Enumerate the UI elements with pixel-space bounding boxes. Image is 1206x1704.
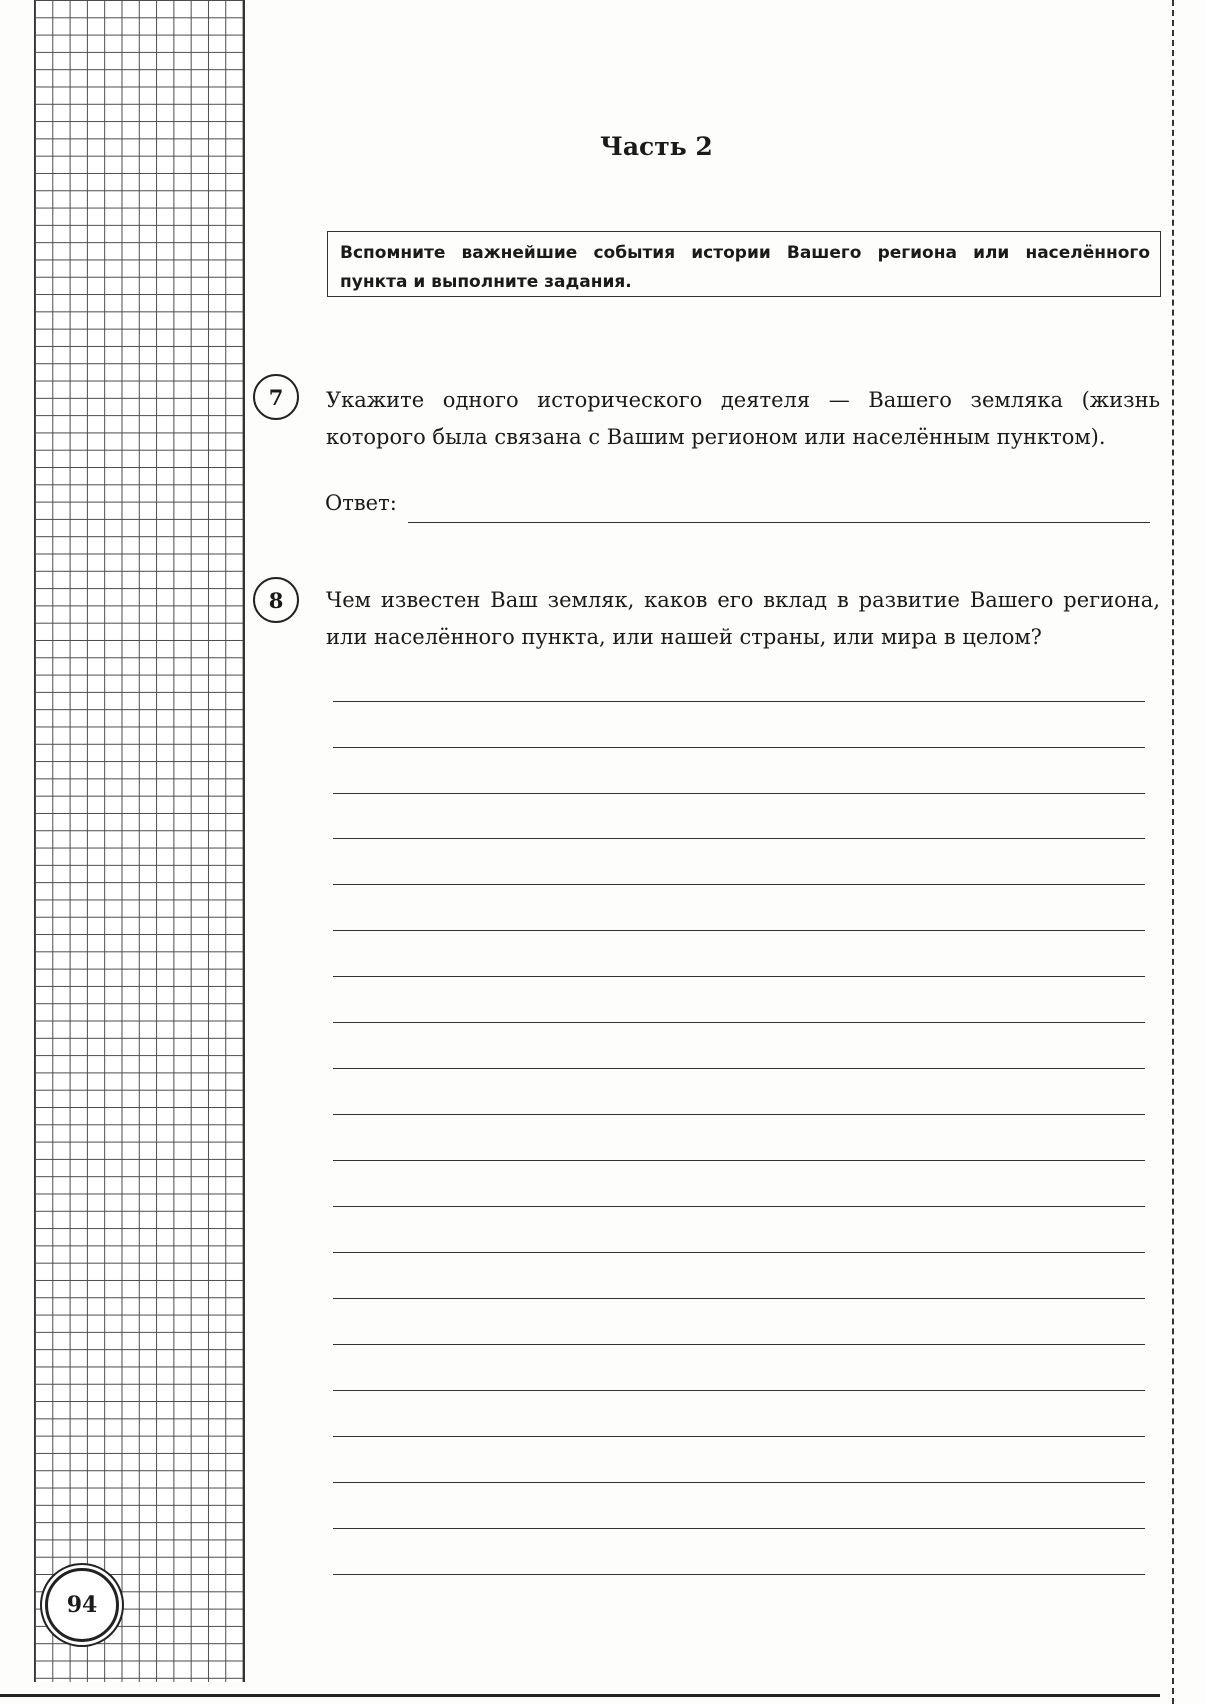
task-number-7: 7 — [253, 374, 299, 420]
writing-line[interactable] — [333, 1206, 1145, 1207]
writing-line[interactable] — [333, 1022, 1145, 1023]
part-title: Часть 2 — [600, 132, 713, 161]
answer-line[interactable] — [408, 522, 1150, 523]
page-number: 94 — [45, 1568, 119, 1642]
writing-line[interactable] — [333, 838, 1145, 839]
bottom-rule — [0, 1694, 1160, 1697]
writing-line[interactable] — [333, 1298, 1145, 1299]
writing-line[interactable] — [333, 701, 1145, 702]
writing-line[interactable] — [333, 747, 1145, 748]
grid-margin — [34, 0, 245, 1682]
task-number-8: 8 — [253, 577, 299, 623]
writing-line[interactable] — [333, 793, 1145, 794]
task-8-text: Чем известен Ваш земляк, каков его вклад в развитие Вашего региона, или населённого пункта, или нашей страны, или мира в целом? — [326, 588, 1160, 649]
writing-line[interactable] — [333, 1252, 1145, 1253]
answer-label: Ответ: — [325, 491, 397, 515]
writing-line[interactable] — [333, 1482, 1145, 1483]
writing-line[interactable] — [333, 1344, 1145, 1345]
writing-line[interactable] — [333, 1390, 1145, 1391]
writing-line[interactable] — [333, 884, 1145, 885]
writing-line[interactable] — [333, 1528, 1145, 1529]
writing-line[interactable] — [333, 1160, 1145, 1161]
task-7-text: Укажите одного исторического деятеля — Вашего земляка (жизнь которого была связана с Вашим регионом или населённым пунктом). — [326, 388, 1160, 449]
writing-line[interactable] — [333, 1068, 1145, 1069]
writing-line[interactable] — [333, 930, 1145, 931]
writing-line[interactable] — [333, 1114, 1145, 1115]
cut-line — [1172, 0, 1174, 1704]
writing-line[interactable] — [333, 1436, 1145, 1437]
instruction-text: Вспомните важнейшие события истории Вашего региона или населённого пункта и выполните задания. — [340, 243, 1150, 292]
instruction-box — [327, 231, 1161, 297]
writing-line[interactable] — [333, 1574, 1145, 1575]
writing-line[interactable] — [333, 976, 1145, 977]
